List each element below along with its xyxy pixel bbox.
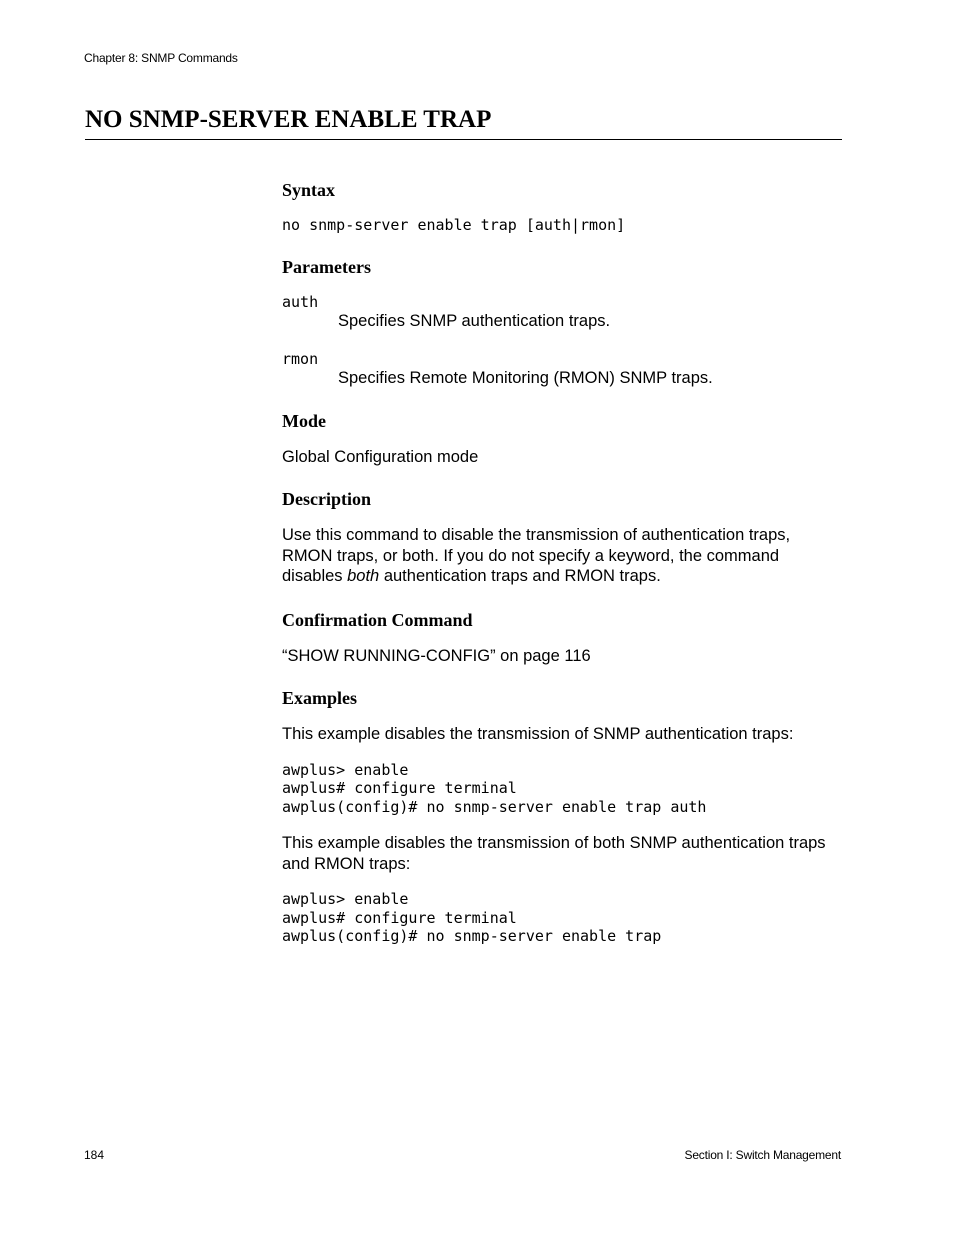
page-number: 184 [84,1148,105,1162]
confirmation-link[interactable]: “SHOW RUNNING-CONFIG” on page 116 [282,646,591,665]
param-desc-rmon: Specifies Remote Monitoring (RMON) SNMP traps. [338,369,713,387]
section-footer: Section I: Switch Management [684,1148,841,1162]
confirmation-heading: Confirmation Command [282,609,473,630]
mode-text: Global Configuration mode [282,447,479,466]
param-name-auth: auth [282,292,319,311]
code-line: awplus(config)# no snmp-server enable trap auth [282,797,707,816]
running-header: Chapter 8: SNMP Commands [84,51,238,65]
param-desc-auth: Specifies SNMP authentication traps. [338,312,611,330]
code-line: awplus# configure terminal [282,908,517,927]
example-2-code [282,890,842,946]
code-line: awplus(config)# no snmp-server enable trap [282,927,662,945]
code-line: awplus> enable [282,890,409,908]
mode-heading: Mode [282,410,326,431]
code-line: awplus> enable [282,760,409,779]
description-emphasis: both [347,567,380,585]
main-content [282,178,842,946]
code-line: awplus# configure terminal [282,779,517,797]
description-text-part1: Use this command to disable the transmission of authentication traps, RMON traps, or both. If you do not specify a keyword, the command disables [282,526,791,585]
description-text [282,525,842,587]
examples-heading: Examples [282,688,358,708]
description-text-part2: authentication traps and RMON traps. [379,567,661,585]
param-name-rmon: rmon [282,349,319,368]
parameters-heading: Parameters [282,256,371,277]
example-1-intro: This example disables the transmission of SNMP authentication traps: [282,725,794,743]
page-title: NO SNMP-SERVER ENABLE TRAP [85,106,842,140]
example-1-code [282,761,842,817]
description-heading: Description [282,489,371,509]
example-2-intro: This example disables the transmission of both SNMP authentication traps and RMON traps: [282,834,826,873]
syntax-heading: Syntax [282,180,336,200]
syntax-command: no snmp-server enable trap [auth|rmon] [282,216,626,234]
